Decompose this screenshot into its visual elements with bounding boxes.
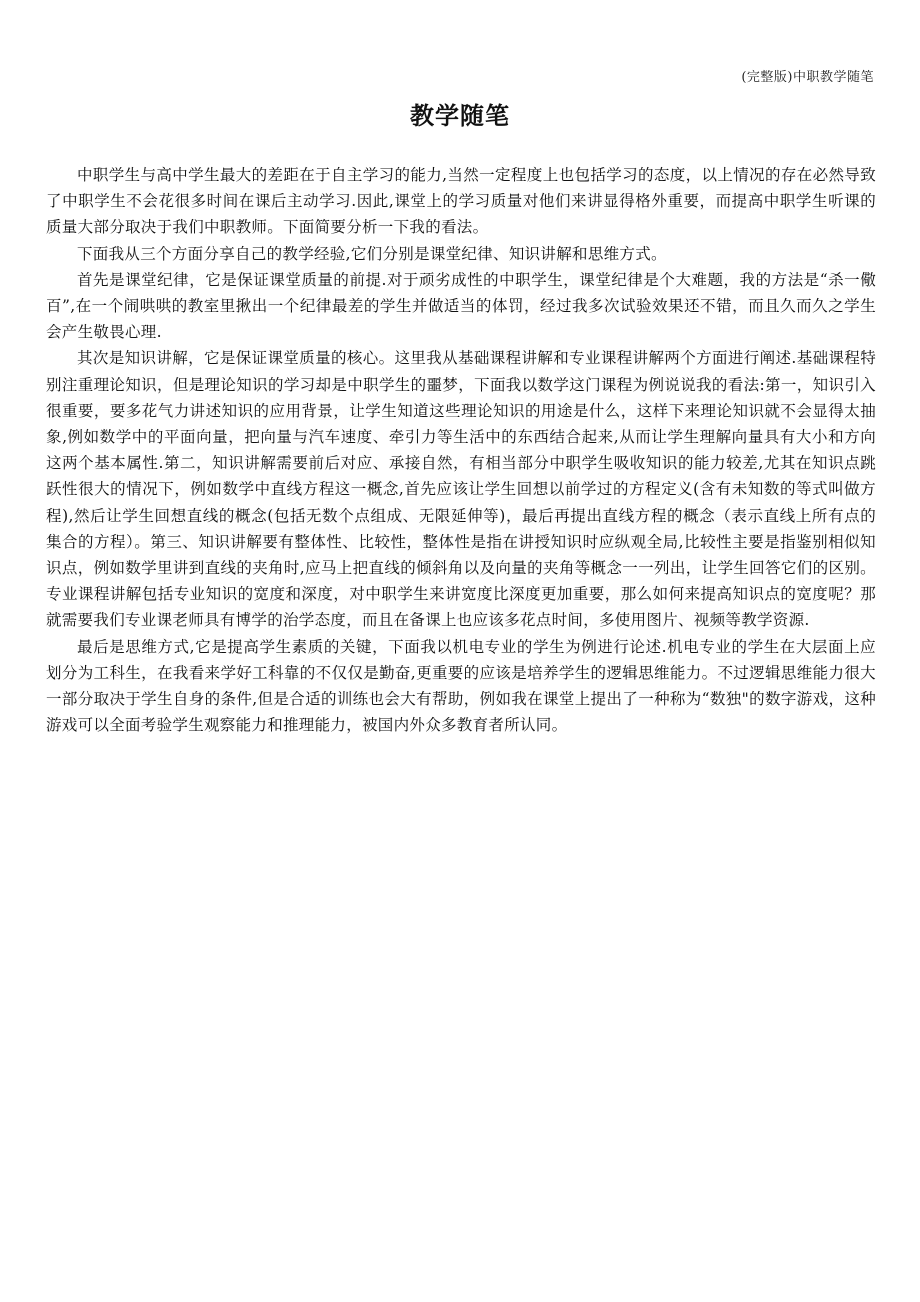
- document-title: 教学随笔: [410, 102, 510, 130]
- running-header: (完整版)中职教学随笔: [741, 70, 874, 85]
- document-body: [46, 162, 876, 738]
- paragraph-classroom-discipline: 首先是课堂纪律，它是保证课堂质量的前提.对于顽劣成性的中职学生，课堂纪律是个大难题，我的方法是“杀一儆百”,在一个闹哄哄的教室里揪出一个纪律最差的学生并做适当的体罚，经过我多次试验效果还不错，而且久而久之学生会产生敬畏心理.: [46, 270, 876, 342]
- paragraph-thinking-method: 最后是思维方式,它是提高学生素质的关键，下面我以机电专业的学生为例进行论述.机电专业的学生在大层面上应划分为工科生，在我看来学好工科靠的不仅仅是勤奋,更重要的应该是培养学生的逻辑思维能力。不过逻辑思维能力很大一部分取决于学生自身的条件,但是合适的训练也会大有帮助，例如我在课堂上提出了一种称为“数独"的数字游戏，这种游戏可以全面考验学生观察能力和推理能力，被国内外众多教育者所认同。: [46, 637, 876, 735]
- paragraph-knowledge-explanation: 其次是知识讲解，它是保证课堂质量的核心。这里我从基础课程讲解和专业课程讲解两个方面进行阐述.基础课程特别注重理论知识，但是理论知识的学习却是中职学生的噩梦，下面我以数学这门课程为例说说我的看法:第一，知识引入很重要，要多花气力讲述知识的应用背景，让学生知道这些理论知识的用途是什么，这样下来理论知识就不会显得太抽象,例如数学中的平面向量，把向量与汽车速度、牵引力等生活中的东西结合起来,从而让学生理解向量具有大小和方向这两个基本属性.第二，知识讲解需要前后对应、承接自然，有相当部分中职学生吸收知识的能力较差,尤其在知识点跳跃性很大的情况下，例如数学中直线方程这一概念,首先应该让学生回想以前学过的方程定义(含有未知数的等式叫做方程),然后让学生回想直线的概念(包括无数个点组成、无限延伸等)，最后再提出直线方程的概念（表示直线上所有点的集合的方程）。第三、知识讲解要有整体性、比较性，整体性是指在讲授知识时应纵观全局,比较性主要是指鉴别相似知识点，例如数学里讲到直线的夹角时,应马上把直线的倾斜角以及向量的夹角等概念一一列出，让学生回答它们的区别。专业课程讲解包括专业知识的宽度和深度，对中职学生来讲宽度比深度更加重要，那么如何来提高知识点的宽度呢？那就需要我们专业课老师具有博学的治学态度，而且在备课上也应该多花点时间，多使用图片、视频等教学资源.: [46, 349, 876, 630]
- paragraph-intro: 中职学生与高中学生最大的差距在于自主学习的能力,当然一定程度上也包括学习的态度，以上情况的存在必然导致了中职学生不会花很多时间在课后主动学习.因此,课堂上的学习质量对他们来讲显得格外重要，而提高中职学生听课的质量大部分取决于我们中职教师。下面简要分析一下我的看法。: [46, 166, 876, 237]
- paragraph-overview: 下面我从三个方面分享自己的教学经验,它们分别是课堂纪律、知识讲解和思维方式。: [77, 244, 667, 263]
